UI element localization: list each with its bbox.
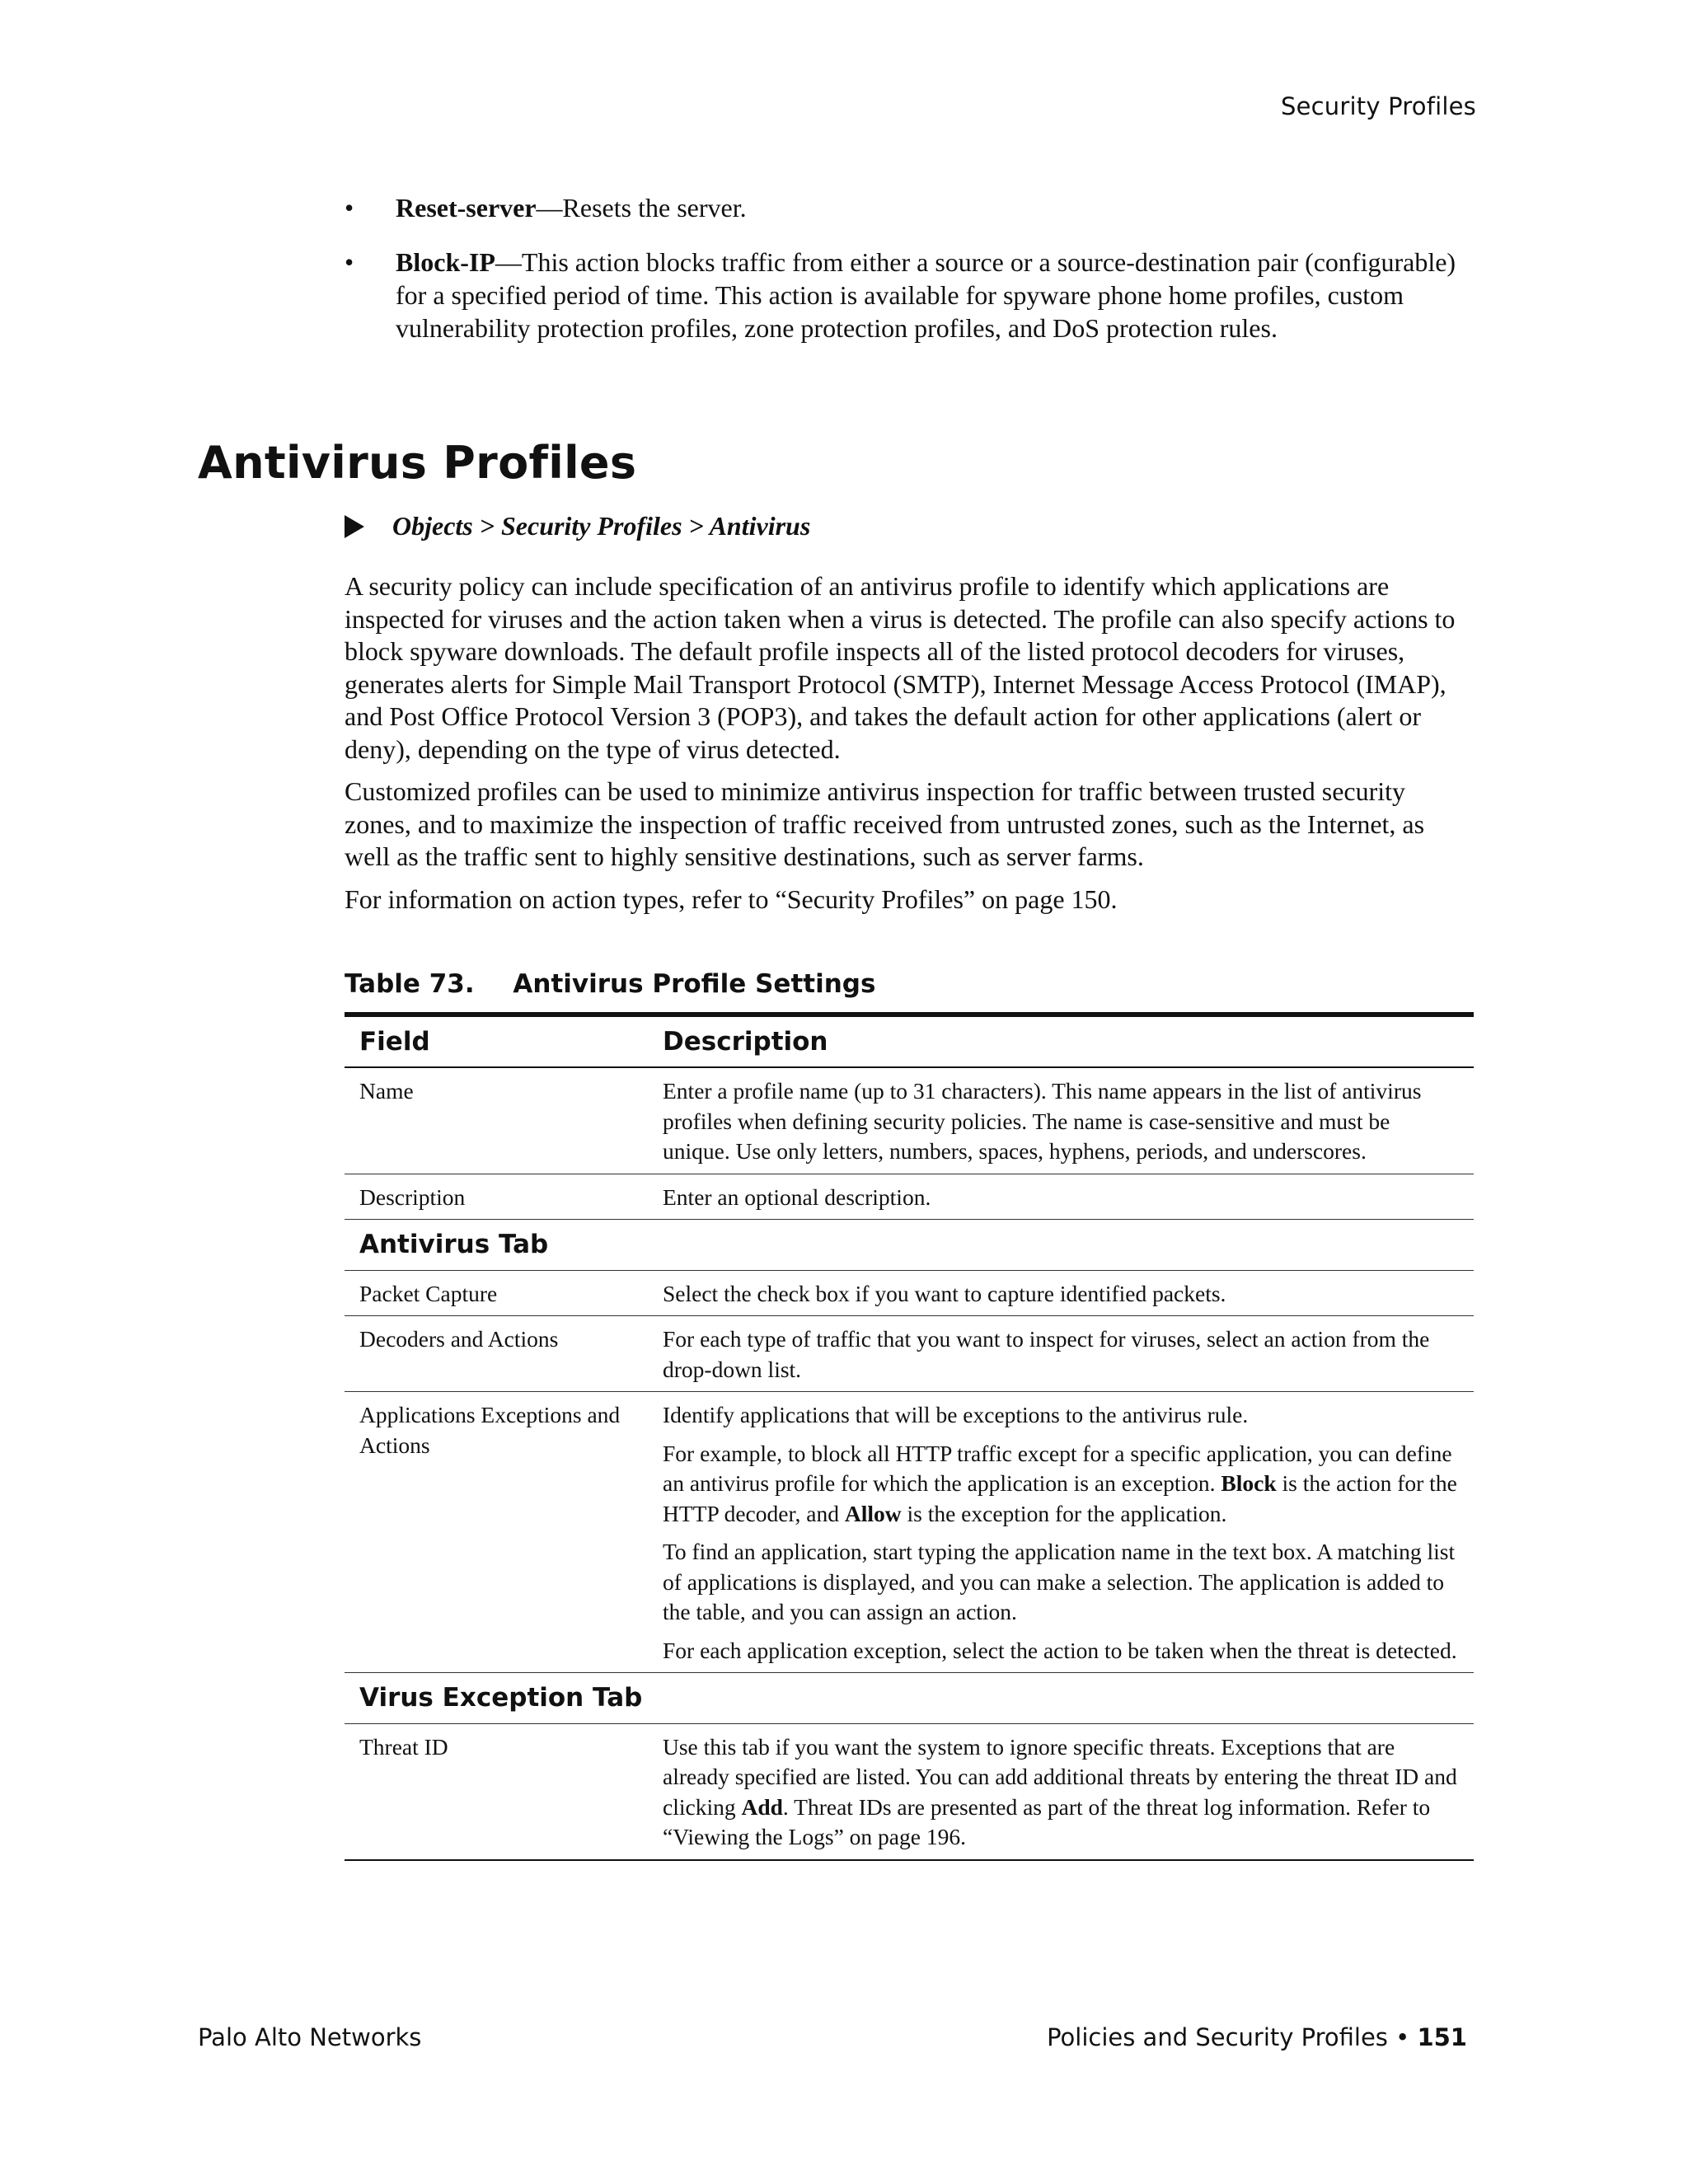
section-body: [345, 570, 1474, 926]
body-paragraph: Customized profiles can be used to minimize antivirus inspection for traffic between trusted security zones, and to maximize the inspection of traffic received from untrusted zones, such as the Internet, as well as the traffic sent to highly sensitive destinations, such as server farms.: [345, 776, 1425, 871]
field-cell: Decoders and Actions: [345, 1316, 648, 1392]
text-run: is the exception for the application.: [901, 1500, 1227, 1526]
bullet-text: —Resets the server.: [536, 193, 747, 223]
running-header: Security Profiles: [1281, 92, 1476, 120]
page-number: 151: [1417, 2023, 1467, 2051]
description-cell: Enter an optional description.: [648, 1174, 1474, 1220]
table-caption-number: Table 73.: [345, 969, 475, 999]
table-section-row: [345, 1673, 1474, 1724]
text-run: Use this tab if you want the system to ignore specific threats. Exceptions that are already specified are listed. You can add additional threats by entering the threat ID and clicking: [663, 1733, 1457, 1820]
table-caption: [345, 969, 875, 999]
table-row: [345, 1316, 1474, 1392]
section-label-antivirus-tab: Antivirus Tab: [345, 1220, 1474, 1271]
triangle-right-icon: [345, 515, 364, 538]
bold-term-add: Add: [741, 1793, 783, 1820]
body-paragraph: For information on action types, refer to “Security Profiles” on page 150.: [345, 883, 1118, 914]
footer-company: Palo Alto Networks: [198, 2023, 422, 2051]
bullet-dot-icon: •: [345, 247, 354, 277]
bullet-item-block-ip: [345, 246, 1474, 344]
table-row: [345, 1270, 1474, 1316]
field-cell: Description: [345, 1174, 648, 1220]
text-run: is the action for the HTTP decoder, and: [663, 1470, 1457, 1526]
bullet-term: Reset-server: [396, 193, 537, 223]
footer-page-info: [1047, 2023, 1467, 2051]
table-section-row: [345, 1220, 1474, 1271]
table-header-row: [345, 1015, 1474, 1067]
description-paragraph: Identify applications that will be exceptions to the antivirus rule.: [663, 1402, 1249, 1427]
description-cell: [648, 1723, 1474, 1860]
table-row: [345, 1174, 1474, 1220]
description-cell: Enter a profile name (up to 31 characters). This name appears in the list of antivirus profiles when defining security policies. The name is case-sensitive and must be unique. Use only letters, numbers, spaces, hyphens, periods, and underscores.: [648, 1067, 1474, 1174]
description-paragraph: To find an application, start typing the application name in the text box. A matching list of applications is displayed, and you can make a selection. The application is added to the table, and you can assign an action.: [663, 1539, 1456, 1624]
navigation-path-text: Objects > Security Profiles > Antivirus: [392, 511, 811, 541]
description-cell: Select the check box if you want to capture identified packets.: [648, 1270, 1474, 1316]
bullet-text: —This action blocks traffic from either a source or a source-destination pair (configurable) for a specified period of time. This action is available for spyware phone home profiles, custom vulnerability protection profiles, zone protection profiles, and DoS protection rules.: [396, 247, 1456, 343]
action-bullet-list: [345, 191, 1474, 366]
description-paragraph: [663, 1439, 1459, 1530]
bold-term-allow: Allow: [844, 1500, 902, 1526]
description-cell: [648, 1392, 1474, 1673]
table-row: [345, 1067, 1474, 1174]
footer-chapter: Policies and Security Profiles •: [1047, 2023, 1418, 2051]
column-header-description: Description: [648, 1015, 1474, 1067]
table-row: [345, 1392, 1474, 1673]
text-run: . Threat IDs are presented as part of the threat log information. Refer to “Viewing the Logs” on page 196.: [663, 1793, 1431, 1849]
body-paragraph: A security policy can include specification of an antivirus profile to identify which applications are inspected for viruses and the action taken when a virus is detected. The profile can also specify actions to block spyware downloads. The default profile inspects all of the listed protocol decoders for viruses, generates alerts for Simple Mail Transport Protocol (SMTP), Internet Message Access Protocol (IMAP), and Post Office Protocol Version 3 (POP3), and takes the default action for other applications (alert or deny), depending on the type of virus detected.: [345, 571, 1456, 764]
bullet-term: Block-IP: [396, 247, 495, 277]
bullet-item-reset-server: [345, 191, 1474, 224]
description-cell: For each type of traffic that you want to inspect for viruses, select an action from the drop-down list.: [648, 1316, 1474, 1392]
field-cell: Name: [345, 1067, 648, 1174]
bullet-dot-icon: •: [345, 193, 354, 223]
section-label-virus-exception-tab: Virus Exception Tab: [345, 1673, 1474, 1724]
navigation-path: [345, 511, 810, 541]
bold-term-block: Block: [1221, 1470, 1277, 1496]
description-paragraph: For each application exception, select the action to be taken when the threat is detected.: [663, 1637, 1457, 1663]
antivirus-settings-table: [345, 1012, 1474, 1861]
column-header-field: Field: [345, 1015, 648, 1067]
text-run: For example, to block all HTTP traffic except for a specific application, you can define an antivirus profile for which the application is an exception.: [663, 1440, 1452, 1496]
table-caption-title: Antivirus Profile Settings: [513, 969, 876, 999]
table-row: [345, 1723, 1474, 1860]
section-heading: Antivirus Profiles: [198, 437, 637, 489]
field-cell: Applications Exceptions and Actions: [345, 1392, 648, 1673]
field-cell: Threat ID: [345, 1723, 648, 1860]
field-cell: Packet Capture: [345, 1270, 648, 1316]
